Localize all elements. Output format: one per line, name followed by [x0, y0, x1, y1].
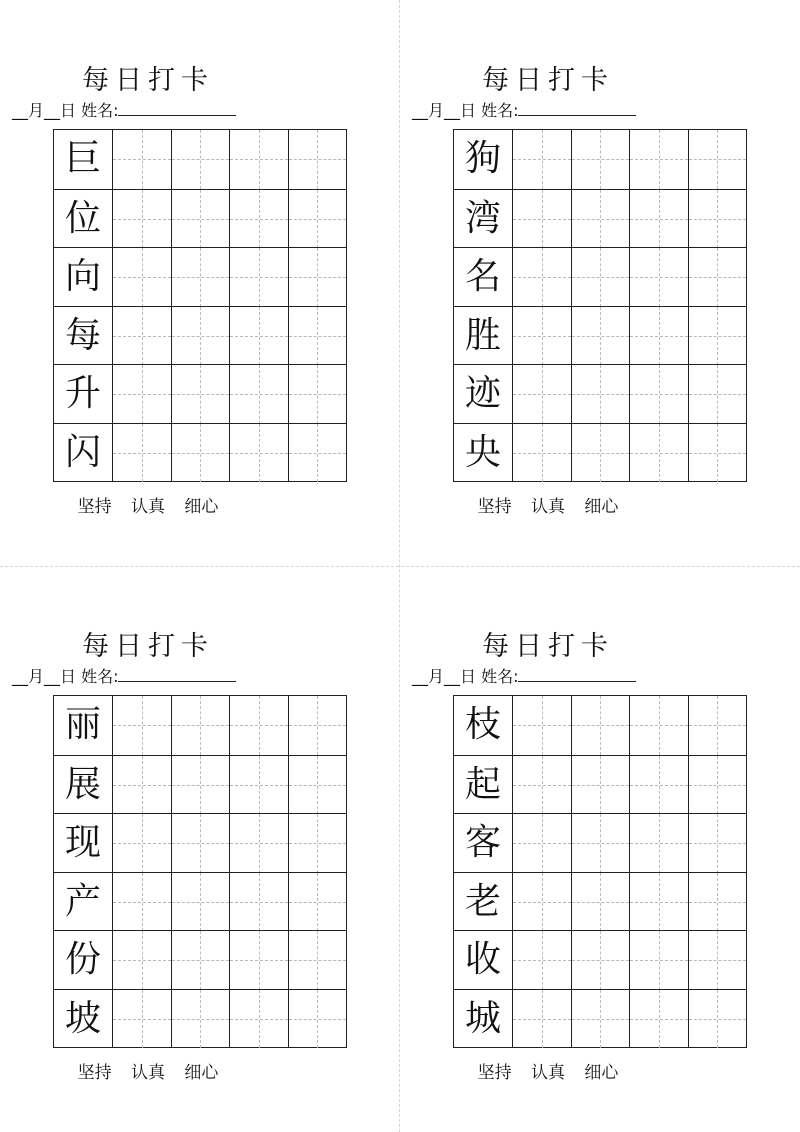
- practice-cell[interactable]: [229, 365, 287, 424]
- model-character: 闪: [64, 431, 101, 473]
- guide-line-horizontal: [113, 902, 170, 903]
- practice-cell[interactable]: [288, 248, 346, 307]
- model-char-cell: [54, 190, 112, 249]
- practice-cell[interactable]: [629, 248, 687, 307]
- guide-line-horizontal: [630, 725, 687, 726]
- grid-row: [54, 872, 346, 932]
- guide-line-horizontal: [113, 785, 170, 786]
- model-character: 客: [464, 822, 501, 863]
- guide-line-horizontal: [289, 902, 346, 903]
- guide-line-horizontal: [513, 843, 570, 844]
- guide-line-horizontal: [230, 785, 287, 786]
- guide-line-horizontal: [572, 960, 629, 961]
- model-char-cell: [454, 696, 512, 755]
- practice-cell[interactable]: [571, 190, 629, 249]
- guide-line-horizontal: [630, 960, 687, 961]
- guide-line-horizontal: [289, 159, 346, 160]
- practice-cell[interactable]: [229, 248, 287, 307]
- practice-cell[interactable]: [571, 696, 629, 755]
- guide-line-horizontal: [572, 453, 629, 454]
- practice-cell[interactable]: [112, 424, 170, 483]
- date-name-line: [412, 98, 636, 121]
- practice-cell[interactable]: [288, 756, 346, 815]
- model-character: 老: [464, 880, 501, 922]
- grid-row: [454, 423, 746, 483]
- grid-row: [54, 130, 346, 189]
- model-char-cell: [54, 248, 112, 307]
- practice-cell[interactable]: [512, 696, 570, 755]
- guide-line-horizontal: [172, 394, 229, 395]
- grid-row: [54, 423, 346, 483]
- guide-line-horizontal: [689, 394, 746, 395]
- practice-cell[interactable]: [229, 696, 287, 755]
- guide-line-horizontal: [572, 725, 629, 726]
- guide-line-horizontal: [630, 219, 687, 220]
- model-char-cell: [54, 931, 112, 990]
- model-char-cell: [54, 873, 112, 932]
- practice-cell[interactable]: [688, 130, 746, 189]
- guide-line-horizontal: [513, 277, 570, 278]
- date-name-label: __月__日 姓名:: [412, 667, 519, 686]
- guide-line-horizontal: [630, 336, 687, 337]
- grid-row: [454, 930, 746, 990]
- grid-row: [54, 989, 346, 1049]
- card-title: 每日打卡: [482, 65, 614, 96]
- guide-line-horizontal: [230, 394, 287, 395]
- model-character: 湾: [464, 197, 501, 239]
- guide-line-horizontal: [113, 277, 170, 278]
- grid-row: [54, 813, 346, 873]
- practice-card-1: [0, 0, 296, 520]
- guide-line-horizontal: [172, 902, 229, 903]
- grid-row: [54, 364, 346, 424]
- grid-row: [454, 989, 746, 1049]
- practice-cell[interactable]: [171, 696, 229, 755]
- practice-cell[interactable]: [171, 990, 229, 1049]
- guide-line-horizontal: [513, 219, 570, 220]
- practice-cell[interactable]: [229, 990, 287, 1049]
- practice-card-3: [0, 566, 296, 1086]
- guide-line-horizontal: [113, 960, 170, 961]
- practice-cell[interactable]: [571, 990, 629, 1049]
- practice-cell[interactable]: [688, 248, 746, 307]
- practice-cell[interactable]: [629, 931, 687, 990]
- name-blank[interactable]: [118, 667, 236, 682]
- practice-cell[interactable]: [288, 814, 346, 873]
- guide-line-horizontal: [572, 219, 629, 220]
- guide-line-horizontal: [513, 785, 570, 786]
- guide-line-horizontal: [513, 960, 570, 961]
- guide-line-horizontal: [172, 277, 229, 278]
- practice-cell[interactable]: [229, 814, 287, 873]
- guide-line-horizontal: [113, 394, 170, 395]
- grid-row: [54, 930, 346, 990]
- practice-cell[interactable]: [512, 130, 570, 189]
- practice-cell[interactable]: [288, 873, 346, 932]
- guide-line-horizontal: [289, 394, 346, 395]
- date-name-label: __月__日 姓名:: [412, 101, 519, 120]
- date-name-label: __月__日 姓名:: [12, 667, 119, 686]
- name-blank[interactable]: [118, 101, 236, 116]
- model-char-cell: [54, 424, 112, 483]
- guide-line-horizontal: [689, 159, 746, 160]
- practice-cell[interactable]: [229, 190, 287, 249]
- practice-grid: [53, 129, 347, 482]
- guide-line-horizontal: [230, 453, 287, 454]
- guide-line-horizontal: [289, 453, 346, 454]
- guide-line-horizontal: [572, 785, 629, 786]
- practice-cell[interactable]: [571, 130, 629, 189]
- practice-cell[interactable]: [688, 307, 746, 366]
- practice-cell[interactable]: [512, 190, 570, 249]
- guide-line-horizontal: [230, 843, 287, 844]
- grid-row: [454, 813, 746, 873]
- practice-cell[interactable]: [688, 931, 746, 990]
- guide-line-horizontal: [689, 960, 746, 961]
- model-char-cell: [454, 756, 512, 815]
- model-character: 城: [464, 997, 501, 1039]
- guide-line-horizontal: [689, 785, 746, 786]
- guide-line-horizontal: [172, 960, 229, 961]
- guide-line-horizontal: [513, 725, 570, 726]
- model-char-cell: [454, 931, 512, 990]
- practice-cell[interactable]: [288, 307, 346, 366]
- card-title: 每日打卡: [82, 65, 214, 96]
- practice-cell[interactable]: [512, 990, 570, 1049]
- practice-cell[interactable]: [171, 931, 229, 990]
- practice-cell[interactable]: [288, 990, 346, 1049]
- date-name-line: [12, 664, 236, 687]
- grid-row: [54, 189, 346, 249]
- practice-cell[interactable]: [512, 248, 570, 307]
- model-character: 巨: [64, 138, 101, 179]
- name-blank[interactable]: [518, 667, 636, 682]
- model-char-cell: [454, 424, 512, 483]
- practice-cell[interactable]: [629, 424, 687, 483]
- guide-line-horizontal: [630, 1019, 687, 1020]
- guide-line-horizontal: [289, 1019, 346, 1020]
- practice-cell[interactable]: [171, 307, 229, 366]
- practice-cell[interactable]: [112, 990, 170, 1049]
- guide-line-horizontal: [172, 159, 229, 160]
- model-character: 央: [464, 431, 501, 473]
- guide-line-horizontal: [630, 394, 687, 395]
- practice-cell[interactable]: [171, 190, 229, 249]
- model-character: 狗: [464, 138, 501, 179]
- practice-cell[interactable]: [629, 990, 687, 1049]
- practice-cell[interactable]: [229, 424, 287, 483]
- guide-line-horizontal: [572, 843, 629, 844]
- practice-cell[interactable]: [688, 365, 746, 424]
- grid-row: [54, 755, 346, 815]
- practice-cell[interactable]: [571, 931, 629, 990]
- guide-line-horizontal: [289, 960, 346, 961]
- practice-cell[interactable]: [288, 130, 346, 189]
- practice-cell[interactable]: [688, 756, 746, 815]
- guide-line-horizontal: [230, 277, 287, 278]
- practice-cell[interactable]: [112, 307, 170, 366]
- grid-row: [54, 306, 346, 366]
- guide-line-horizontal: [172, 725, 229, 726]
- practice-cell[interactable]: [688, 990, 746, 1049]
- grid-row: [54, 696, 346, 755]
- practice-cell[interactable]: [171, 873, 229, 932]
- guide-line-horizontal: [689, 843, 746, 844]
- guide-line-horizontal: [230, 219, 287, 220]
- motto: 坚持 认真 细心: [77, 1063, 219, 1083]
- practice-cell[interactable]: [112, 873, 170, 932]
- model-char-cell: [454, 190, 512, 249]
- guide-line-horizontal: [689, 219, 746, 220]
- model-character: 枝: [464, 704, 501, 745]
- guide-line-horizontal: [572, 159, 629, 160]
- model-character: 位: [64, 197, 101, 239]
- guide-line-horizontal: [289, 785, 346, 786]
- motto: 坚持 认真 细心: [477, 497, 619, 517]
- practice-cell[interactable]: [112, 756, 170, 815]
- model-character: 收: [464, 939, 501, 980]
- practice-card-4: [400, 566, 696, 1086]
- guide-line-horizontal: [689, 902, 746, 903]
- guide-line-horizontal: [113, 159, 170, 160]
- practice-cell[interactable]: [512, 424, 570, 483]
- guide-line-horizontal: [289, 219, 346, 220]
- guide-line-horizontal: [572, 277, 629, 278]
- model-character: 份: [64, 939, 101, 980]
- practice-cell[interactable]: [512, 756, 570, 815]
- model-char-cell: [54, 756, 112, 815]
- grid-row: [54, 247, 346, 307]
- practice-cell[interactable]: [571, 365, 629, 424]
- motto: 坚持 认真 细心: [477, 1063, 619, 1083]
- guide-line-horizontal: [572, 394, 629, 395]
- guide-line-horizontal: [113, 725, 170, 726]
- practice-cell[interactable]: [512, 814, 570, 873]
- model-character: 丽: [64, 704, 101, 745]
- practice-cell[interactable]: [629, 307, 687, 366]
- model-char-cell: [54, 130, 112, 189]
- guide-line-horizontal: [289, 336, 346, 337]
- grid-row: [454, 247, 746, 307]
- guide-line-horizontal: [689, 336, 746, 337]
- model-character: 名: [464, 256, 501, 297]
- guide-line-horizontal: [289, 277, 346, 278]
- guide-line-horizontal: [230, 159, 287, 160]
- guide-line-horizontal: [172, 1019, 229, 1020]
- practice-cell[interactable]: [512, 931, 570, 990]
- practice-cell[interactable]: [229, 130, 287, 189]
- model-char-cell: [454, 307, 512, 366]
- practice-cell[interactable]: [112, 248, 170, 307]
- guide-line-horizontal: [172, 336, 229, 337]
- guide-line-horizontal: [513, 336, 570, 337]
- guide-line-horizontal: [689, 277, 746, 278]
- model-character: 现: [64, 822, 101, 863]
- guide-line-horizontal: [630, 843, 687, 844]
- practice-cell[interactable]: [629, 130, 687, 189]
- practice-cell[interactable]: [229, 873, 287, 932]
- practice-cell[interactable]: [112, 696, 170, 755]
- grid-row: [454, 130, 746, 189]
- practice-cell[interactable]: [629, 814, 687, 873]
- practice-card-2: [400, 0, 696, 520]
- guide-line-horizontal: [513, 159, 570, 160]
- grid-row: [454, 306, 746, 366]
- guide-line-horizontal: [513, 902, 570, 903]
- practice-grid: [453, 695, 747, 1048]
- practice-cell[interactable]: [112, 190, 170, 249]
- guide-line-horizontal: [172, 785, 229, 786]
- practice-cell[interactable]: [571, 424, 629, 483]
- practice-cell[interactable]: [288, 190, 346, 249]
- practice-cell[interactable]: [688, 814, 746, 873]
- guide-line-horizontal: [572, 902, 629, 903]
- model-char-cell: [54, 365, 112, 424]
- practice-cell[interactable]: [288, 424, 346, 483]
- guide-line-horizontal: [289, 843, 346, 844]
- practice-cell[interactable]: [171, 365, 229, 424]
- guide-line-horizontal: [230, 725, 287, 726]
- model-char-cell: [454, 248, 512, 307]
- guide-line-horizontal: [689, 1019, 746, 1020]
- card-title: 每日打卡: [482, 631, 614, 662]
- practice-grid: [453, 129, 747, 482]
- motto: 坚持 认真 细心: [77, 497, 219, 517]
- grid-row: [454, 696, 746, 755]
- practice-cell[interactable]: [112, 814, 170, 873]
- model-character: 展: [64, 763, 101, 805]
- model-char-cell: [454, 365, 512, 424]
- guide-line-horizontal: [289, 725, 346, 726]
- practice-cell[interactable]: [112, 365, 170, 424]
- practice-cell[interactable]: [229, 931, 287, 990]
- model-character: 产: [64, 880, 101, 922]
- model-character: 升: [64, 373, 101, 414]
- practice-cell[interactable]: [629, 190, 687, 249]
- practice-cell[interactable]: [229, 756, 287, 815]
- practice-cell[interactable]: [571, 814, 629, 873]
- grid-row: [454, 364, 746, 424]
- model-character: 迹: [464, 373, 501, 414]
- practice-cell[interactable]: [688, 873, 746, 932]
- guide-line-horizontal: [513, 1019, 570, 1020]
- guide-line-horizontal: [113, 1019, 170, 1020]
- grid-row: [454, 872, 746, 932]
- practice-cell[interactable]: [629, 365, 687, 424]
- guide-line-horizontal: [513, 453, 570, 454]
- practice-cell[interactable]: [288, 696, 346, 755]
- model-character: 坡: [64, 997, 101, 1039]
- practice-cell[interactable]: [112, 130, 170, 189]
- guide-line-horizontal: [230, 902, 287, 903]
- guide-line-horizontal: [630, 277, 687, 278]
- practice-cell[interactable]: [512, 365, 570, 424]
- guide-line-horizontal: [630, 902, 687, 903]
- model-char-cell: [454, 873, 512, 932]
- guide-line-horizontal: [113, 336, 170, 337]
- guide-line-horizontal: [172, 453, 229, 454]
- date-name-label: __月__日 姓名:: [12, 101, 119, 120]
- practice-cell[interactable]: [171, 424, 229, 483]
- guide-line-horizontal: [689, 453, 746, 454]
- guide-line-horizontal: [572, 1019, 629, 1020]
- card-title: 每日打卡: [82, 631, 214, 662]
- practice-cell[interactable]: [688, 190, 746, 249]
- practice-cell[interactable]: [629, 756, 687, 815]
- practice-cell[interactable]: [571, 248, 629, 307]
- practice-cell[interactable]: [688, 696, 746, 755]
- practice-grid: [53, 695, 347, 1048]
- practice-cell[interactable]: [288, 931, 346, 990]
- practice-cell[interactable]: [688, 424, 746, 483]
- guide-line-horizontal: [230, 336, 287, 337]
- practice-cell[interactable]: [112, 931, 170, 990]
- guide-line-horizontal: [630, 159, 687, 160]
- guide-line-horizontal: [113, 219, 170, 220]
- model-character: 胜: [464, 314, 501, 356]
- practice-cell[interactable]: [571, 873, 629, 932]
- model-char-cell: [454, 130, 512, 189]
- model-char-cell: [454, 990, 512, 1049]
- practice-cell[interactable]: [571, 307, 629, 366]
- model-character: 向: [64, 256, 101, 297]
- guide-line-horizontal: [513, 394, 570, 395]
- model-character: 起: [464, 763, 501, 805]
- practice-cell[interactable]: [171, 248, 229, 307]
- guide-line-horizontal: [630, 453, 687, 454]
- grid-row: [454, 755, 746, 815]
- practice-cell[interactable]: [288, 365, 346, 424]
- practice-cell[interactable]: [512, 307, 570, 366]
- model-char-cell: [54, 307, 112, 366]
- guide-line-horizontal: [230, 960, 287, 961]
- practice-cell[interactable]: [171, 756, 229, 815]
- guide-line-horizontal: [630, 785, 687, 786]
- model-char-cell: [454, 814, 512, 873]
- model-character: 每: [64, 314, 101, 356]
- model-char-cell: [54, 814, 112, 873]
- practice-cell[interactable]: [512, 873, 570, 932]
- model-char-cell: [54, 696, 112, 755]
- practice-cell[interactable]: [629, 696, 687, 755]
- grid-row: [454, 189, 746, 249]
- date-name-line: [12, 98, 236, 121]
- practice-cell[interactable]: [629, 873, 687, 932]
- practice-cell[interactable]: [571, 756, 629, 815]
- practice-cell[interactable]: [171, 130, 229, 189]
- name-blank[interactable]: [518, 101, 636, 116]
- guide-line-horizontal: [113, 453, 170, 454]
- guide-line-horizontal: [689, 725, 746, 726]
- practice-cell[interactable]: [171, 814, 229, 873]
- date-name-line: [412, 664, 636, 687]
- guide-line-horizontal: [572, 336, 629, 337]
- guide-line-horizontal: [113, 843, 170, 844]
- practice-cell[interactable]: [229, 307, 287, 366]
- guide-line-horizontal: [172, 843, 229, 844]
- guide-line-horizontal: [172, 219, 229, 220]
- guide-line-horizontal: [230, 1019, 287, 1020]
- model-char-cell: [54, 990, 112, 1049]
